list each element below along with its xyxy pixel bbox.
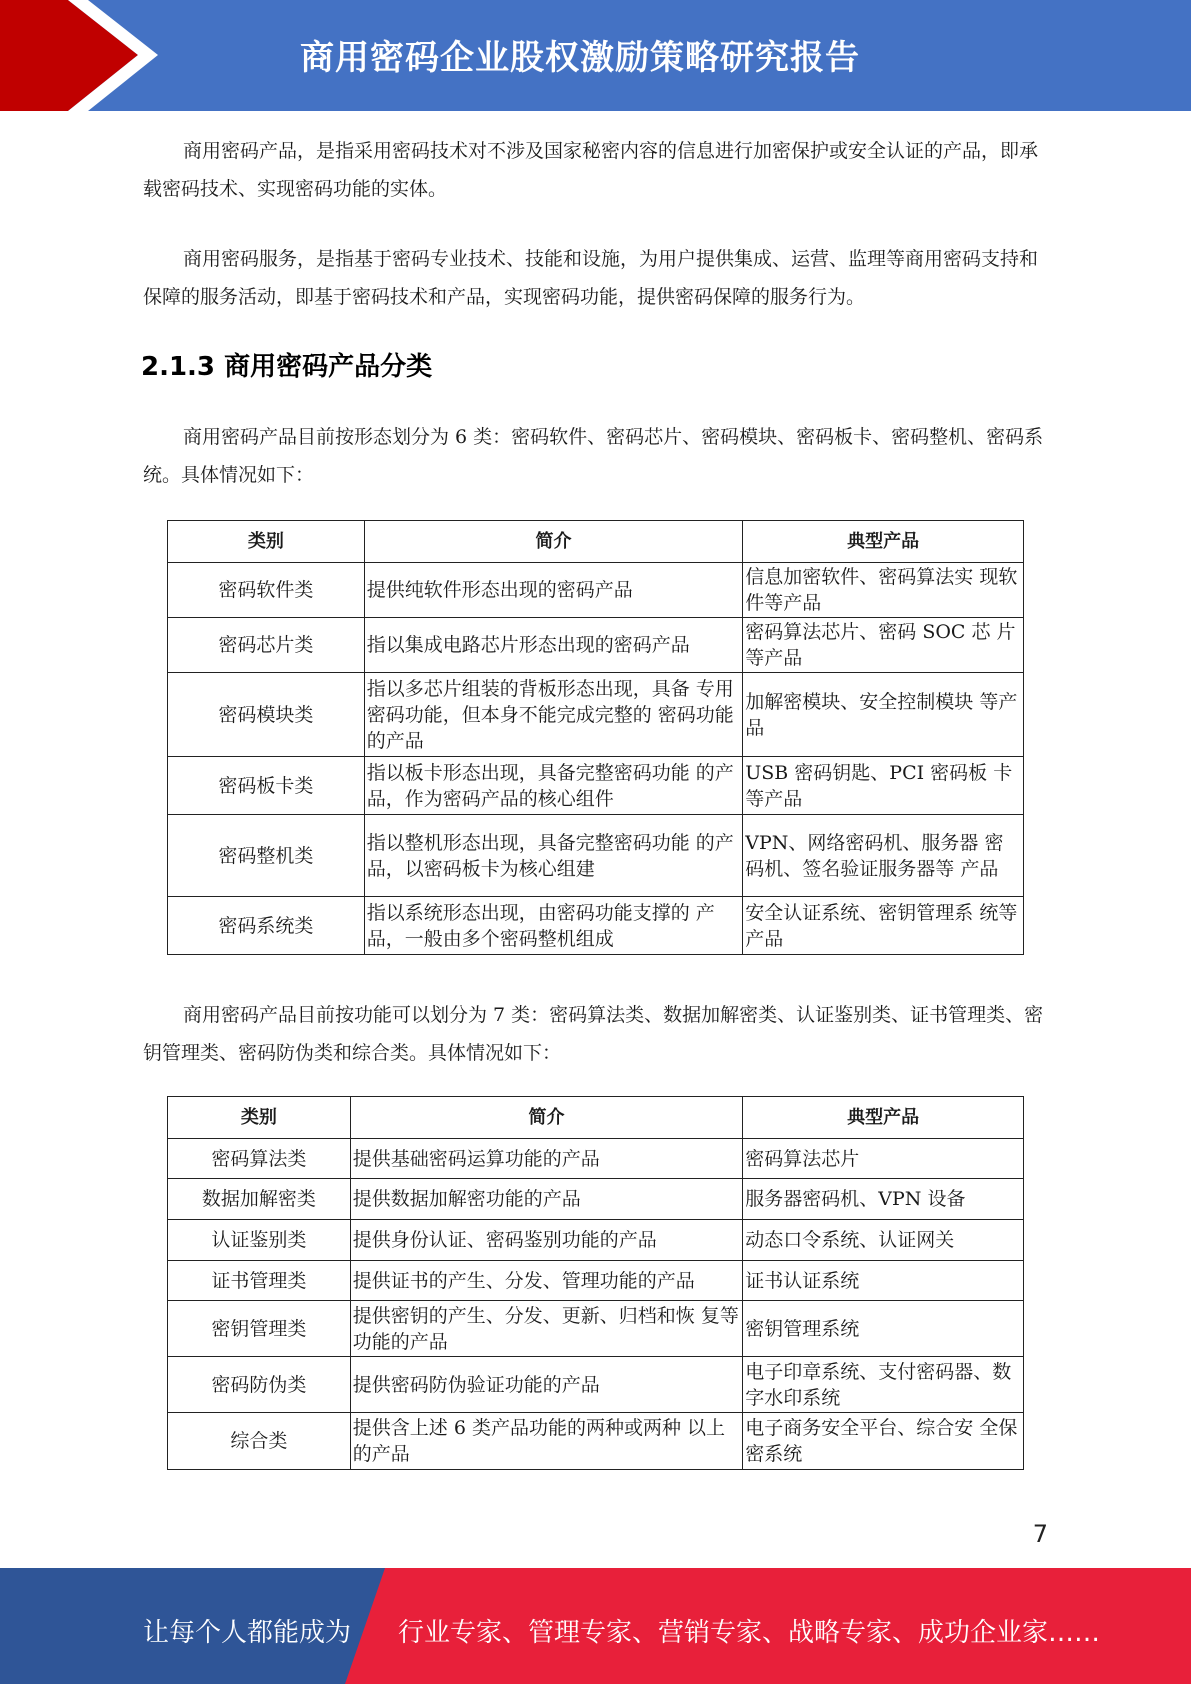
category-cell: 密码算法类 (168, 1139, 351, 1179)
product-cell: VPN、网络密码机、服务器 密码机、签名验证服务器等 产品 (743, 815, 1024, 897)
footer-slogan-left: 让每个人都能成为 (143, 1618, 352, 1648)
header-arrow-icon (0, 0, 160, 111)
description-cell: 提供基础密码运算功能的产品 (350, 1139, 743, 1179)
category-cell: 密码软件类 (168, 563, 365, 618)
product-cell: 密码算法芯片 (743, 1139, 1024, 1179)
category-cell: 密钥管理类 (168, 1301, 351, 1357)
page-header (0, 0, 1191, 111)
description-cell: 提供证书的产生、分发、管理功能的产品 (350, 1261, 743, 1301)
table-row (168, 563, 1024, 618)
table-row (168, 897, 1024, 955)
form-classification-table (167, 520, 1024, 955)
product-cell: 密码算法芯片、密码 SOC 芯 片等产品 (743, 618, 1024, 673)
column-header: 典型产品 (743, 521, 1024, 563)
table-row (168, 1301, 1024, 1357)
section-heading: 2.1.3 商用密码产品分类 (141, 352, 433, 382)
category-cell: 密码系统类 (168, 897, 365, 955)
description-cell: 指以板卡形态出现，具备完整密码功能 的产品，作为密码产品的核心组件 (364, 757, 743, 815)
table-header-row (168, 1097, 1024, 1139)
category-cell: 密码板卡类 (168, 757, 365, 815)
page-footer (0, 1568, 1191, 1684)
footer-slogan-right: 行业专家、管理专家、营销专家、战略专家、成功企业家…… (398, 1618, 1101, 1648)
description-cell: 指以多芯片组装的背板形态出现，具备 专用密码功能，但本身不能完成完整的 密码功能的产品 (364, 673, 743, 757)
product-cell: USB 密码钥匙、PCI 密码板 卡等产品 (743, 757, 1024, 815)
table-row (168, 673, 1024, 757)
product-cell: 证书认证系统 (743, 1261, 1024, 1301)
description-cell: 提供数据加解密功能的产品 (350, 1179, 743, 1220)
table-row (168, 1179, 1024, 1220)
paragraph-form-classification: 商用密码产品目前按形态划分为 6 类：密码软件、密码芯片、密码模块、密码板卡、密码整机、密码系统。具体情况如下： (143, 426, 1044, 486)
table-row (168, 815, 1024, 897)
table-row (168, 1413, 1024, 1470)
category-cell: 密码防伪类 (168, 1357, 351, 1413)
description-cell: 提供身份认证、密码鉴别功能的产品 (350, 1220, 743, 1261)
description-cell: 指以整机形态出现，具备完整密码功能 的产品，以密码板卡为核心组建 (364, 815, 743, 897)
description-cell: 指以系统形态出现，由密码功能支撑的 产品，一般由多个密码整机组成 (364, 897, 743, 955)
paragraph-function-classification: 商用密码产品目前按功能可以划分为 7 类：密码算法类、数据加解密类、认证鉴别类、证书管理类、密钥管理类、密码防伪类和综合类。具体情况如下： (143, 1004, 1044, 1064)
page-number: 7 (1032, 1520, 1048, 1548)
description-cell: 提供纯软件形态出现的密码产品 (364, 563, 743, 618)
column-header: 典型产品 (743, 1097, 1024, 1139)
product-cell: 加解密模块、安全控制模块 等产品 (743, 673, 1024, 757)
table-row (168, 757, 1024, 815)
table-header-row (168, 521, 1024, 563)
paragraph-product-definition: 商用密码产品，是指采用密码技术对不涉及国家秘密内容的信息进行加密保护或安全认证的产品，即承载密码技术、实现密码功能的实体。 (143, 140, 1039, 200)
paragraph-service-definition: 商用密码服务，是指基于密码专业技术、技能和设施，为用户提供集成、运营、监理等商用密码支持和保障的服务活动，即基于密码技术和产品，实现密码功能，提供密码保障的服务行为。 (143, 248, 1039, 308)
product-cell: 动态口令系统、认证网关 (743, 1220, 1024, 1261)
report-title: 商用密码企业股权激励策略研究报告 (300, 38, 860, 78)
category-cell: 认证鉴别类 (168, 1220, 351, 1261)
table-row (168, 1261, 1024, 1301)
product-cell: 服务器密码机、VPN 设备 (743, 1179, 1024, 1220)
category-cell: 密码芯片类 (168, 618, 365, 673)
table-row (168, 1220, 1024, 1261)
product-cell: 安全认证系统、密钥管理系 统等产品 (743, 897, 1024, 955)
product-cell: 信息加密软件、密码算法实 现软件等产品 (743, 563, 1024, 618)
function-classification-table (167, 1096, 1024, 1470)
column-header: 简介 (350, 1097, 743, 1139)
category-cell: 密码模块类 (168, 673, 365, 757)
description-cell: 提供含上述 6 类产品功能的两种或两种 以上的产品 (350, 1413, 743, 1470)
column-header: 类别 (168, 521, 365, 563)
category-cell: 证书管理类 (168, 1261, 351, 1301)
description-cell: 提供密钥的产生、分发、更新、归档和恢 复等功能的产品 (350, 1301, 743, 1357)
product-cell: 密钥管理系统 (743, 1301, 1024, 1357)
description-cell: 提供密码防伪验证功能的产品 (350, 1357, 743, 1413)
table-row (168, 618, 1024, 673)
category-cell: 综合类 (168, 1413, 351, 1470)
product-cell: 电子商务安全平台、综合安 全保密系统 (743, 1413, 1024, 1470)
category-cell: 密码整机类 (168, 815, 365, 897)
category-cell: 数据加解密类 (168, 1179, 351, 1220)
column-header: 类别 (168, 1097, 351, 1139)
description-cell: 指以集成电路芯片形态出现的密码产品 (364, 618, 743, 673)
column-header: 简介 (364, 521, 743, 563)
table-row (168, 1139, 1024, 1179)
table-row (168, 1357, 1024, 1413)
product-cell: 电子印章系统、支付密码器、数字水印系统 (743, 1357, 1024, 1413)
